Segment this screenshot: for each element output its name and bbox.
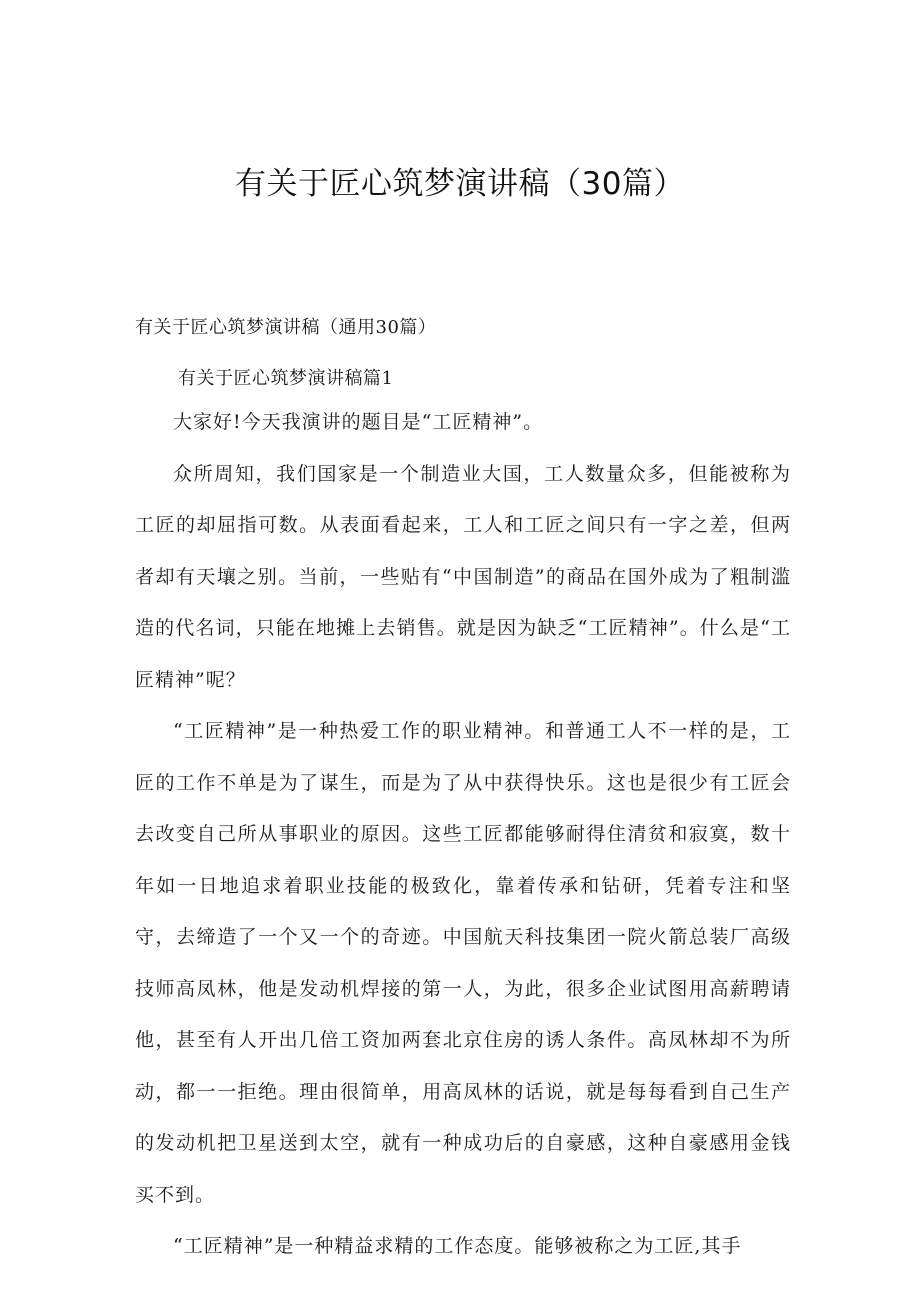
document-subtitle: 有关于匠心筑梦演讲稿（通用30篇）: [135, 317, 437, 338]
paragraph-work-attitude: “工匠精神”是一种精益求精的工作态度。能够被称之为工匠,其手: [173, 1235, 742, 1257]
document-body: [135, 397, 791, 1273]
paragraph-intro: 众所周知，我们国家是一个制造业大国，工人数量众多，但能被称为工匠的却屈指可数。从表面看起来，工人和工匠之间只有一字之差，但两者却有天壤之别。当前，一些贴有“中国制造”的商品在国外成为了粗制滥造的代名词，只能在地摊上去销售。就是因为缺乏“工匠精神”。什么是“工匠精神”呢？: [135, 462, 791, 691]
paragraph-professional-spirit: “工匠精神”是一种热爱工作的职业精神。和普通工人不一样的是，工匠的工作不单是为了谋生，而是为了从中获得快乐。这也是很少有工匠会去改变自己所从事职业的原因。这些工匠都能够耐得住清贫和寂寞，数十年如一日地追求着职业技能的极致化，靠着传承和钻研，凭着专注和坚守，去缔造了一个又一个的奇迹。中国航天科技集团一院火箭总装厂高级技师高凤林，他是发动机焊接的第一人，为此，很多企业试图用高薪聘请他，甚至有人开出几倍工资加两套北京住房的诱人条件。高凤林却不为所动，都一一拒绝。理由很简单，用高凤林的话说，就是每每看到自己生产的发动机把卫星送到太空，就有一种成功后的自豪感，这种自豪感用金钱买不到。: [135, 720, 791, 1206]
section-heading: 有关于匠心筑梦演讲稿篇1: [178, 368, 394, 389]
paragraph-greeting: 大家好!今天我演讲的题目是“工匠精神”。: [173, 411, 544, 433]
document-title: 有关于匠心筑梦演讲稿（30篇）: [235, 166, 685, 202]
